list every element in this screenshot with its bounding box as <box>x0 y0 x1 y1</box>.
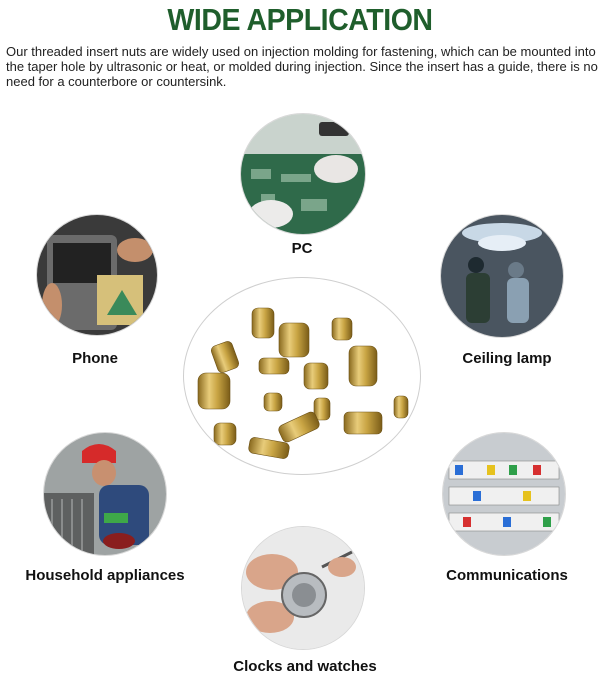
application-label-ceiling-lamp: Ceiling lamp <box>462 350 552 367</box>
description-text: Our threaded insert nuts are widely used on injection molding for fastening, which can be mounted into the taper hole by ultrasonic or heat, or molded during injection. Since the insert has a guide, there is no need for a counterbore or countersink. <box>6 44 598 89</box>
electrical-panel-photo <box>442 432 566 556</box>
application-label-household-appliances: Household appliances <box>25 567 185 584</box>
appliance-repair-photo <box>43 432 167 556</box>
application-label-clocks-and-watches: Clocks and watches <box>233 658 377 675</box>
ceiling-lamp-install-photo <box>440 214 564 338</box>
brass-insert-nuts-photo <box>183 277 421 475</box>
application-label-phone: Phone <box>72 350 118 367</box>
circuit-board-soldering-photo <box>240 113 366 235</box>
application-label-communications: Communications <box>446 567 568 584</box>
page-title: WIDE APPLICATION <box>167 2 433 37</box>
phone-repair-photo <box>36 214 158 336</box>
application-label-pc: PC <box>291 240 313 257</box>
watch-repair-photo <box>241 526 365 650</box>
